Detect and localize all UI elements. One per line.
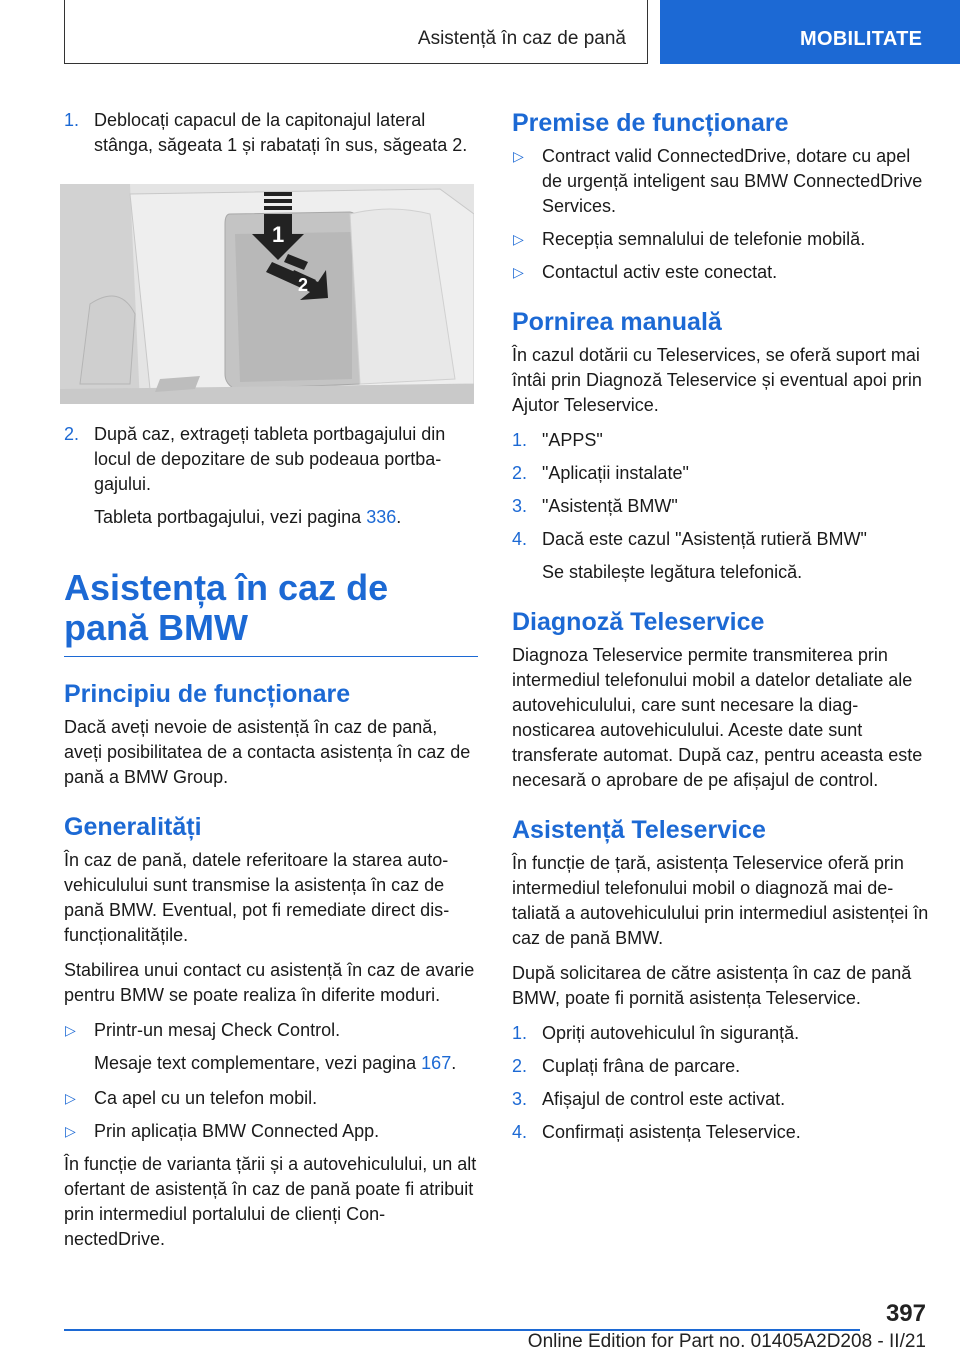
step-number: 2. (512, 463, 528, 483)
bullet-item (64, 1018, 478, 1043)
list-item (512, 461, 932, 486)
punctuation: . (451, 1053, 457, 1073)
step-text: "APPS" (542, 430, 603, 450)
left-column (64, 108, 478, 1262)
cross-reference (64, 505, 478, 530)
header-section-title: Asistență în caz de pană (417, 28, 626, 49)
list-item (512, 1021, 932, 1046)
step-text: Dacă este cazul "Asistență rutieră BMW" (542, 529, 867, 549)
triangle-bullet-icon: ▷ (513, 148, 524, 164)
bullet-item (512, 260, 932, 285)
list-item (64, 422, 478, 497)
subheading-pornire: Pornirea manuală (512, 308, 722, 336)
step-text: Deblocați capacul de la capitonajul lateral stânga, săgeata 1 și rabatați în sus, săgeata 2. (94, 110, 468, 155)
step-text: Cuplați frâna de parcare. (542, 1056, 741, 1076)
bullet-item (512, 144, 932, 219)
arrow-label-2: 2 (298, 275, 309, 295)
bullet-text: Contactul activ este conectat. (542, 262, 778, 282)
bullet-item (64, 1086, 478, 1111)
paragraph: În funcție de varianta țării și a autovehiculului, un alt ofertant de asistență în caz de pană poate fi atribuit prin intermediul portalului de clienți ConnectedDrive. (64, 1154, 477, 1249)
subheading-principiu: Principiu de funcționare (64, 680, 351, 708)
step-number: 1. (64, 110, 80, 130)
step-number: 1. (512, 430, 528, 450)
page-number: 397 (885, 1300, 926, 1327)
list-item (512, 1054, 932, 1079)
triangle-bullet-icon: ▷ (65, 1123, 76, 1139)
list-item (512, 1120, 932, 1145)
triangle-bullet-icon: ▷ (513, 231, 524, 247)
triangle-bullet-icon: ▷ (65, 1090, 76, 1106)
triangle-bullet-icon: ▷ (513, 264, 524, 280)
step-number: 3. (512, 1089, 528, 1109)
list-item (512, 494, 932, 519)
step-result: Se stabilește legătura telefonică. (542, 562, 803, 582)
bullet-item (512, 227, 932, 252)
trunk-panel-illustration (60, 184, 474, 404)
bullet-text: Prin aplicația BMW Connected App. (94, 1121, 380, 1141)
step-text: "Asistență BMW" (542, 496, 678, 516)
section-heading: Asistența în caz de pană BMW (64, 568, 478, 657)
paragraph: Stabilirea unui contact cu asistență în caz de avarie pentru BMW se poate realiza în diferite moduri. (64, 960, 475, 1005)
step-number: 2. (512, 1056, 528, 1076)
bullet-text: Ca apel cu un telefon mobil. (94, 1088, 318, 1108)
bullet-text: Printr-un mesaj Check Control. (94, 1020, 341, 1040)
step-number: 4. (512, 1122, 528, 1142)
step-text: După caz, extrageți tableta portbagajului din locul de depozitare de sub podeaua portbagajului. (94, 424, 446, 494)
subheading-asistenta: Asistență Teleservice (512, 816, 766, 844)
subheading-generalitati: Generalități (64, 813, 202, 841)
bullet-item (64, 1119, 478, 1144)
punctuation: . (396, 507, 402, 527)
paragraph: Diagnoza Teleservice permite transmiterea prin intermediul telefonului mobil a datelor detaliate ale autovehiculului, care sunt necesare la diagnosticarea autovehiculului. Aceste date sunt transferate automat. După caz, pentru aceasta este necesară o aprobare de pe afișajul de control. (512, 645, 923, 790)
step-number: 4. (512, 529, 528, 549)
page-link-336[interactable]: 336 (366, 507, 397, 527)
step-number: 2. (64, 424, 80, 444)
list-item (512, 1087, 932, 1112)
trunk-panel-image (60, 184, 474, 404)
right-column (512, 108, 932, 1153)
list-item (512, 527, 932, 552)
list-item (64, 108, 478, 158)
paragraph: Dacă aveți nevoie de asistență în caz de pană, aveți posibilitatea de a contacta asistența în caz de pană a BMW Group. (64, 717, 471, 787)
cross-reference-text: Tableta portbagajului, vezi pagina (94, 507, 367, 527)
paragraph: În funcție de țară, asistența Teleservice oferă prin intermediul telefonului mobil o diagnoză mai detaliată a autovehiculului prin intermediul asistenței în caz de pană BMW. (512, 853, 929, 948)
step-text: Opriți autovehiculul în siguranță. (542, 1023, 800, 1043)
bullet-text: Recepția semnalului de telefonie mobilă. (542, 229, 866, 249)
paragraph: În cazul dotării cu Teleservices, se oferă suport mai întâi prin Diagnoză Teleservice și eventual apoi prin Ajutor Teleservice. (512, 345, 922, 415)
step-number: 1. (512, 1023, 528, 1043)
step-text: Afișajul de control este activat. (542, 1089, 786, 1109)
list-item (512, 428, 932, 453)
paragraph: După solicitarea de către asistența în caz de pană BMW, poate fi pornită asistența Teleservice. (512, 963, 912, 1008)
paragraph: În caz de pană, datele referitoare la starea autovehiculului sunt transmise la asistența în caz de pană BMW. Eventual, pot fi remediate direct disfuncționalitățile. (64, 850, 450, 945)
triangle-bullet-icon: ▷ (65, 1022, 76, 1038)
step-number: 3. (512, 496, 528, 516)
step-text: Confirmați asistența Teleservice. (542, 1122, 801, 1142)
cross-reference-text: Mesaje text complementare, vezi pagina (94, 1053, 422, 1073)
cross-reference (64, 1051, 478, 1076)
header-chapter-tab: MOBILITATE (660, 0, 960, 64)
footer-edition: Online Edition for Part no. 01405A2D208 - II/21 (527, 1331, 926, 1352)
bullet-text: Contract valid ConnectedDrive, dotare cu apel de urgență inteligent sau BMW ConnectedDrive Services. (542, 146, 923, 216)
arrow-label-1: 1 (272, 222, 285, 247)
subheading-premise: Premise de funcționare (512, 109, 789, 137)
page-link-167[interactable]: 167 (421, 1053, 452, 1073)
subheading-diagnoza: Diagnoză Teleservice (512, 608, 765, 636)
step-text: "Aplicații instalate" (542, 463, 689, 483)
